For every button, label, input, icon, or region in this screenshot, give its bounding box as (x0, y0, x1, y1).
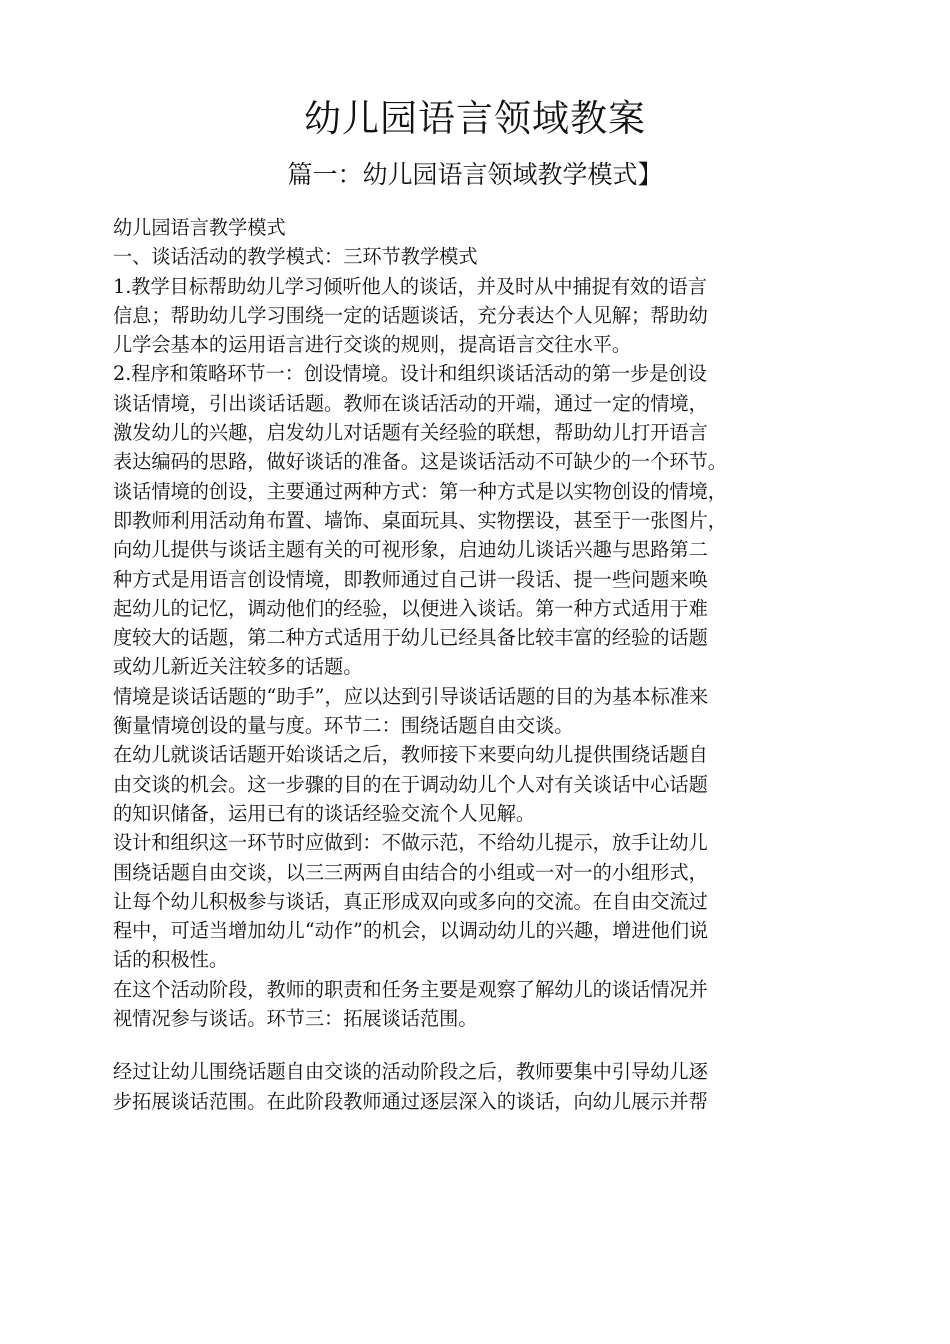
text-line: 程中，可适当增加幼儿“动作”的机会，以调动幼儿的兴趣，增进他们说 (113, 919, 709, 943)
text-line: 的知识储备，运用已有的谈话经验交流个人见解。 (113, 801, 536, 825)
text-line: 设计和组织这一环节时应做到：不做示范，不给幼儿提示，放手让幼儿 (113, 831, 708, 855)
text-line: 谈话情境，引出谈话话题。教师在谈话活动的开端，通过一定的情境， (113, 391, 708, 415)
text-line: 1.教学目标帮助幼儿学习倾听他人的谈话，并及时从中捕捉有效的语言 (113, 274, 707, 298)
text-line: 种方式是用语言创设情境，即教师通过自己讲一段话、提一些问题来唤 (113, 567, 708, 591)
text-line: 激发幼儿的兴趣，启发幼儿对话题有关经验的联想，帮助幼儿打开语言 (113, 421, 708, 445)
text-line: 衡量情境创设的量与度。环节二：围绕话题自由交谈。 (113, 714, 574, 738)
text-line: 幼儿园语言教学模式 (113, 216, 286, 239)
body-block-1 (113, 213, 843, 1033)
body-block-2 (113, 1057, 843, 1116)
text-line: 起幼儿的记忆，调动他们的经验，以便进入谈话。第一种方式适用于难 (113, 596, 708, 620)
text-line: 经过让幼儿围绕话题自由交谈的活动阶段之后，教师要集中引导幼儿逐 (113, 1060, 708, 1084)
text-line: 表达编码的思路，做好谈话的准备。这是谈话活动不可缺少的一个环节。 (113, 450, 727, 474)
text-line: 步拓展谈话范围。在此阶段教师通过逐层深入的谈话，向幼儿展示并帮 (113, 1089, 708, 1113)
text-line: 谈话情境的创设，主要通过两种方式：第一种方式是以实物创设的情境， (113, 479, 727, 503)
text-line: 让每个幼儿积极参与谈话，真正形成双向或多向的交流。在自由交流过 (113, 889, 708, 913)
text-line: 围绕话题自由交谈，以三三两两自由结合的小组或一对一的小组形式， (113, 860, 708, 884)
text-line: 度较大的话题，第二种方式适用于幼儿已经具备比较丰富的经验的话题 (113, 626, 708, 650)
text-line: 或幼儿新近关注较多的话题。 (113, 655, 363, 679)
text-line: 2.程序和策略环节一：创设情境。设计和组织谈话活动的第一步是创设 (113, 362, 707, 386)
paragraph-gap (113, 1033, 843, 1057)
document-body (113, 213, 843, 1116)
text-line: 信息；帮助幼儿学习围绕一定的话题谈话，充分表达个人见解；帮助幼 (113, 303, 708, 327)
text-line: 情境是谈话话题的“助手”，应以达到引导谈话话题的目的为基本标准来 (113, 684, 709, 708)
text-line: 话的积极性。 (113, 948, 229, 972)
text-line: 在幼儿就谈话话题开始谈话之后，教师接下来要向幼儿提供围绕话题自 (113, 743, 708, 767)
text-line: 儿学会基本的运用语言进行交谈的规则，提高语言交往水平。 (113, 333, 632, 357)
text-line: 在这个活动阶段，教师的职责和任务主要是观察了解幼儿的谈话情况并 (113, 977, 708, 1001)
text-line: 向幼儿提供与谈话主题有关的可视形象，启迪幼儿谈话兴趣与思路第二 (113, 538, 708, 562)
document-subtitle: 篇一：幼儿园语言领域教学模式】 (287, 160, 663, 189)
document-title: 幼儿园语言领域教案 (304, 97, 646, 140)
text-line: 即教师利用活动角布置、墙饰、桌面玩具、实物摆设，甚至于一张图片， (113, 508, 727, 532)
text-line: 由交谈的机会。这一步骤的目的在于调动幼儿个人对有关谈话中心话题 (113, 772, 708, 796)
text-line: 一、谈话活动的教学模式：三环节教学模式 (113, 245, 478, 269)
text-line: 视情况参与谈话。环节三：拓展谈话范围。 (113, 1007, 478, 1031)
